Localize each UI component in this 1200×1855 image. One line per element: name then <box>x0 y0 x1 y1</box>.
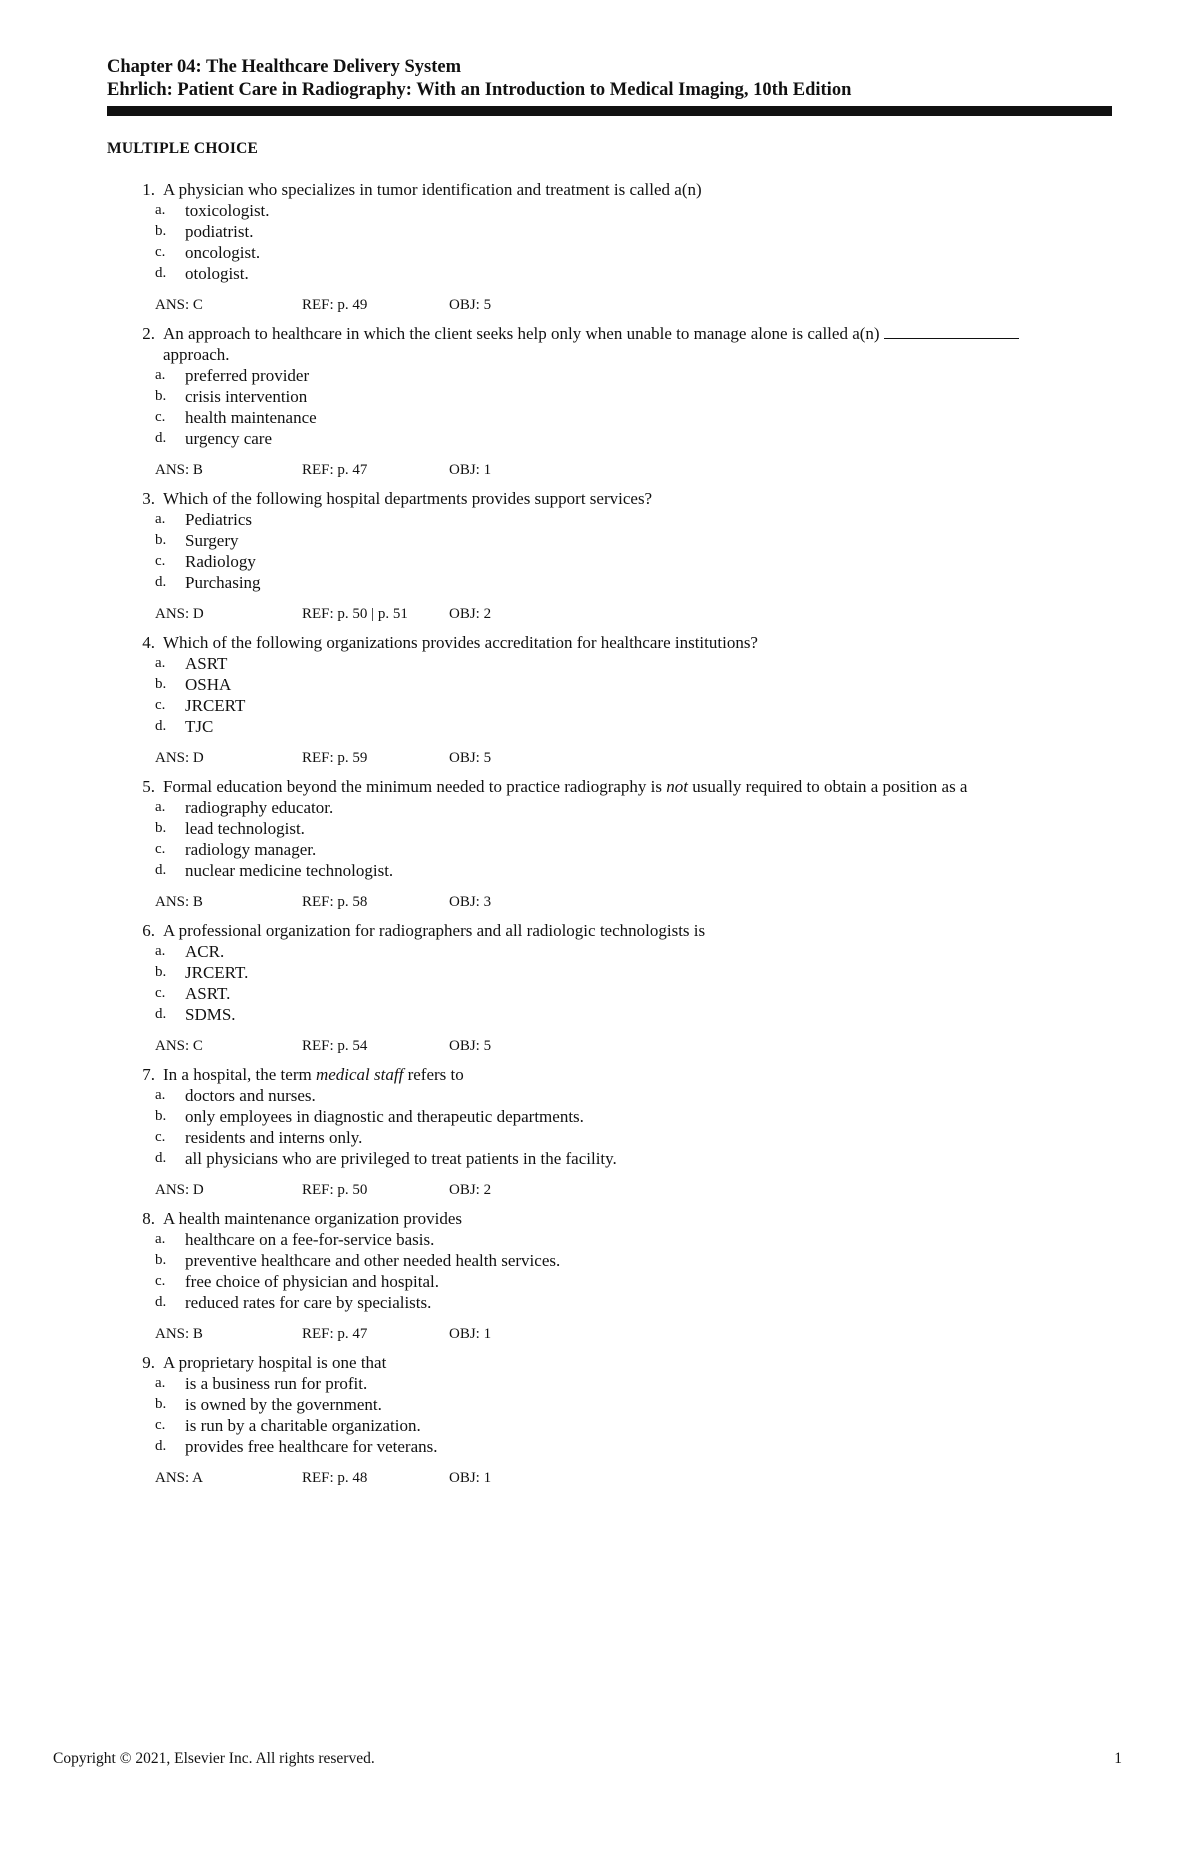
choice-list <box>155 653 1107 737</box>
question-text <box>163 1064 1107 1085</box>
choice-option <box>155 1271 1107 1292</box>
choice-text: nuclear medicine technologist. <box>185 861 394 880</box>
choice-option <box>155 1148 1107 1169</box>
choice-text: OSHA <box>185 675 232 694</box>
objective: OBJ: 2 <box>449 1182 492 1198</box>
objective: OBJ: 5 <box>449 750 492 766</box>
page-footer <box>53 1750 1122 1768</box>
question-stem <box>107 1352 1107 1373</box>
question-text <box>163 1208 1107 1229</box>
page-reference: REF: p. 47 <box>302 1326 368 1342</box>
chapter-title: Chapter 04: The Healthcare Delivery System <box>107 57 462 77</box>
question-number: 2. <box>142 324 155 343</box>
question-item <box>107 920 1107 1056</box>
choice-letter: d. <box>155 1294 167 1310</box>
choice-text: crisis intervention <box>185 387 308 406</box>
choice-option <box>155 1004 1107 1025</box>
question-text-part: A proprietary hospital is one that <box>163 1353 387 1372</box>
section-title: MULTIPLE CHOICE <box>107 140 258 157</box>
choice-letter: c. <box>155 1273 166 1289</box>
choice-text: preventive healthcare and other needed health services. <box>185 1251 561 1270</box>
choice-option <box>155 962 1107 983</box>
choice-text: healthcare on a fee-for-service basis. <box>185 1230 435 1249</box>
choice-option <box>155 941 1107 962</box>
answer-blank <box>884 324 1019 339</box>
choice-text: JRCERT <box>185 696 246 715</box>
choice-option <box>155 653 1107 674</box>
choice-option <box>155 860 1107 881</box>
answer-key: ANS: D <box>155 1182 204 1198</box>
choice-option <box>155 1229 1107 1250</box>
choice-list <box>155 200 1107 284</box>
question-stem <box>107 1208 1107 1229</box>
choice-letter: d. <box>155 1438 167 1454</box>
answer-meta <box>155 892 1107 912</box>
choice-letter: b. <box>155 676 167 692</box>
question-text-part: Which of the following organizations provides accreditation for healthcare institutions? <box>163 633 758 652</box>
choice-text: ASRT <box>185 654 228 673</box>
question-text <box>163 323 1107 365</box>
choice-list <box>155 1229 1107 1313</box>
choice-letter: c. <box>155 1129 166 1145</box>
answer-key: ANS: C <box>155 1038 203 1054</box>
question-text-part: An approach to healthcare in which the client seeks help only when unable to manage alone is called a(n) <box>163 324 880 343</box>
question-item <box>107 1064 1107 1200</box>
choice-list <box>155 365 1107 449</box>
choice-letter: c. <box>155 697 166 713</box>
choice-letter: d. <box>155 430 167 446</box>
question-item <box>107 323 1107 480</box>
choice-text: Radiology <box>185 552 256 571</box>
page-reference: REF: p. 58 <box>302 894 368 910</box>
choice-text: Pediatrics <box>185 510 253 529</box>
question-stem <box>107 1064 1107 1085</box>
answer-meta <box>155 748 1107 768</box>
question-text <box>163 632 1107 653</box>
choice-list <box>155 1373 1107 1457</box>
question-text-emphasis: medical staff <box>315 1065 404 1084</box>
question-text <box>163 920 1107 941</box>
choice-text: free choice of physician and hospital. <box>185 1272 439 1291</box>
choice-option <box>155 674 1107 695</box>
choice-option <box>155 365 1107 386</box>
choice-text: reduced rates for care by specialists. <box>185 1293 432 1312</box>
choice-text: otologist. <box>185 264 249 283</box>
choice-option <box>155 797 1107 818</box>
question-number: 5. <box>142 777 155 796</box>
page-header <box>107 56 1112 116</box>
choice-text: ASRT. <box>185 984 231 1003</box>
question-text-part: refers to <box>403 1065 464 1084</box>
choice-option <box>155 509 1107 530</box>
choice-text: SDMS. <box>185 1005 236 1024</box>
choice-text: Surgery <box>185 531 239 550</box>
choice-option <box>155 1106 1107 1127</box>
question-text-part: Which of the following hospital departments provides support services? <box>163 489 653 508</box>
question-item <box>107 1352 1107 1488</box>
question-item <box>107 1208 1107 1344</box>
answer-key: ANS: B <box>155 1326 203 1342</box>
choice-letter: a. <box>155 1375 166 1391</box>
question-item <box>107 488 1107 624</box>
page-reference: REF: p. 50 | p. 51 <box>302 606 408 622</box>
choice-option <box>155 572 1107 593</box>
book-title: Ehrlich: Patient Care in Radiography: With an Introduction to Medical Imaging, 10th Edition <box>107 80 852 100</box>
answer-meta <box>155 1180 1107 1200</box>
choice-text: radiology manager. <box>185 840 317 859</box>
question-number: 1. <box>142 180 155 199</box>
choice-option <box>155 1415 1107 1436</box>
choice-text: TJC <box>185 717 214 736</box>
choice-text: is a business run for profit. <box>185 1374 368 1393</box>
answer-key: ANS: A <box>155 1470 203 1486</box>
question-text-part: In a hospital, the term <box>163 1065 316 1084</box>
choice-list <box>155 509 1107 593</box>
choice-letter: a. <box>155 1231 166 1247</box>
choice-option <box>155 1292 1107 1313</box>
choice-text: all physicians who are privileged to treat patients in the facility. <box>185 1149 617 1168</box>
choice-text: urgency care <box>185 429 272 448</box>
question-text <box>163 776 1107 797</box>
choice-text: provides free healthcare for veterans. <box>185 1437 438 1456</box>
objective: OBJ: 1 <box>449 462 492 478</box>
page-reference: REF: p. 50 <box>302 1182 368 1198</box>
answer-key: ANS: B <box>155 894 203 910</box>
choice-option <box>155 428 1107 449</box>
choice-text: podiatrist. <box>185 222 254 241</box>
choice-option <box>155 1436 1107 1457</box>
choice-letter: d. <box>155 718 167 734</box>
answer-meta <box>155 604 1107 624</box>
question-text-part: A health maintenance organization provides <box>163 1209 462 1228</box>
question-stem <box>107 323 1107 365</box>
question-text-part: A physician who specializes in tumor identification and treatment is called a(n) <box>163 180 702 199</box>
choice-text: ACR. <box>185 942 225 961</box>
choice-letter: b. <box>155 1396 167 1412</box>
choice-letter: a. <box>155 367 166 383</box>
choice-letter: a. <box>155 511 166 527</box>
choice-option <box>155 1394 1107 1415</box>
choice-letter: a. <box>155 799 166 815</box>
choice-option <box>155 983 1107 1004</box>
choice-letter: c. <box>155 553 166 569</box>
question-item <box>107 776 1107 912</box>
page-reference: REF: p. 59 <box>302 750 368 766</box>
question-item <box>107 632 1107 768</box>
answer-meta <box>155 1036 1107 1056</box>
choice-option <box>155 1085 1107 1106</box>
question-text-continuation: approach. <box>163 345 230 364</box>
choice-letter: c. <box>155 985 166 1001</box>
question-text-part: Formal education beyond the minimum needed to practice radiography is <box>163 777 667 796</box>
choice-text: only employees in diagnostic and therapeutic departments. <box>185 1107 584 1126</box>
choice-text: oncologist. <box>185 243 261 262</box>
copyright-text: Copyright © 2021, Elsevier Inc. All rights reserved. <box>53 1750 375 1767</box>
question-number: 6. <box>142 921 155 940</box>
question-number: 9. <box>142 1353 155 1372</box>
choice-option <box>155 1250 1107 1271</box>
page-reference: REF: p. 48 <box>302 1470 368 1486</box>
choice-text: residents and interns only. <box>185 1128 363 1147</box>
choice-option <box>155 407 1107 428</box>
choice-list <box>155 1085 1107 1169</box>
page-reference: REF: p. 47 <box>302 462 368 478</box>
choice-text: Purchasing <box>185 573 261 592</box>
objective: OBJ: 3 <box>449 894 492 910</box>
choice-letter: b. <box>155 532 167 548</box>
answer-key: ANS: C <box>155 297 203 313</box>
choice-text: JRCERT. <box>185 963 249 982</box>
choice-letter: c. <box>155 1417 166 1433</box>
choice-letter: d. <box>155 1006 167 1022</box>
choice-text: is run by a charitable organization. <box>185 1416 421 1435</box>
choice-option <box>155 1127 1107 1148</box>
choice-letter: b. <box>155 223 167 239</box>
question-stem <box>107 776 1107 797</box>
choice-letter: c. <box>155 244 166 260</box>
choice-option <box>155 263 1107 284</box>
choice-list <box>155 797 1107 881</box>
choice-option <box>155 386 1107 407</box>
page-reference: REF: p. 54 <box>302 1038 368 1054</box>
question-text-part: A professional organization for radiographers and all radiologic technologists is <box>163 921 706 940</box>
choice-letter: c. <box>155 409 166 425</box>
question-text <box>163 1352 1107 1373</box>
question-stem <box>107 179 1107 200</box>
header-rule <box>107 106 1112 116</box>
choice-letter: a. <box>155 1087 166 1103</box>
choice-option <box>155 200 1107 221</box>
choice-option <box>155 818 1107 839</box>
page-reference: REF: p. 49 <box>302 297 368 313</box>
question-text-emphasis: not <box>666 777 688 796</box>
answer-key: ANS: D <box>155 750 204 766</box>
choice-option <box>155 221 1107 242</box>
answer-key: ANS: D <box>155 606 204 622</box>
question-number: 3. <box>142 489 155 508</box>
choice-text: preferred provider <box>185 366 310 385</box>
choice-letter: b. <box>155 1108 167 1124</box>
choice-letter: c. <box>155 841 166 857</box>
question-stem <box>107 488 1107 509</box>
question-list <box>107 179 1107 1496</box>
choice-text: doctors and nurses. <box>185 1086 316 1105</box>
question-stem <box>107 632 1107 653</box>
objective: OBJ: 5 <box>449 1038 492 1054</box>
choice-option <box>155 716 1107 737</box>
question-number: 8. <box>142 1209 155 1228</box>
question-number: 7. <box>142 1065 155 1084</box>
choice-option <box>155 695 1107 716</box>
choice-letter: b. <box>155 1252 167 1268</box>
objective: OBJ: 1 <box>449 1326 492 1342</box>
choice-option <box>155 530 1107 551</box>
question-item <box>107 179 1107 315</box>
question-stem <box>107 920 1107 941</box>
choice-text: radiography educator. <box>185 798 334 817</box>
choice-letter: a. <box>155 943 166 959</box>
answer-meta <box>155 1468 1107 1488</box>
answer-meta <box>155 295 1107 315</box>
answer-key: ANS: B <box>155 462 203 478</box>
choice-text: lead technologist. <box>185 819 305 838</box>
choice-letter: b. <box>155 964 167 980</box>
objective: OBJ: 5 <box>449 297 492 313</box>
choice-text: health maintenance <box>185 408 317 427</box>
page-number: 1 <box>1114 1750 1122 1767</box>
choice-letter: d. <box>155 1150 167 1166</box>
choice-option <box>155 242 1107 263</box>
objective: OBJ: 2 <box>449 606 492 622</box>
choice-letter: d. <box>155 862 167 878</box>
choice-letter: a. <box>155 655 166 671</box>
objective: OBJ: 1 <box>449 1470 492 1486</box>
choice-list <box>155 941 1107 1025</box>
question-text <box>163 179 1107 200</box>
choice-letter: d. <box>155 574 167 590</box>
question-number: 4. <box>142 633 155 652</box>
choice-text: toxicologist. <box>185 201 270 220</box>
choice-letter: d. <box>155 265 167 281</box>
choice-letter: b. <box>155 388 167 404</box>
answer-meta <box>155 1324 1107 1344</box>
choice-letter: a. <box>155 202 166 218</box>
choice-option <box>155 839 1107 860</box>
choice-letter: b. <box>155 820 167 836</box>
choice-text: is owned by the government. <box>185 1395 382 1414</box>
choice-option <box>155 1373 1107 1394</box>
choice-option <box>155 551 1107 572</box>
question-text <box>163 488 1107 509</box>
question-text-part: usually required to obtain a position as a <box>687 777 968 796</box>
answer-meta <box>155 460 1107 480</box>
